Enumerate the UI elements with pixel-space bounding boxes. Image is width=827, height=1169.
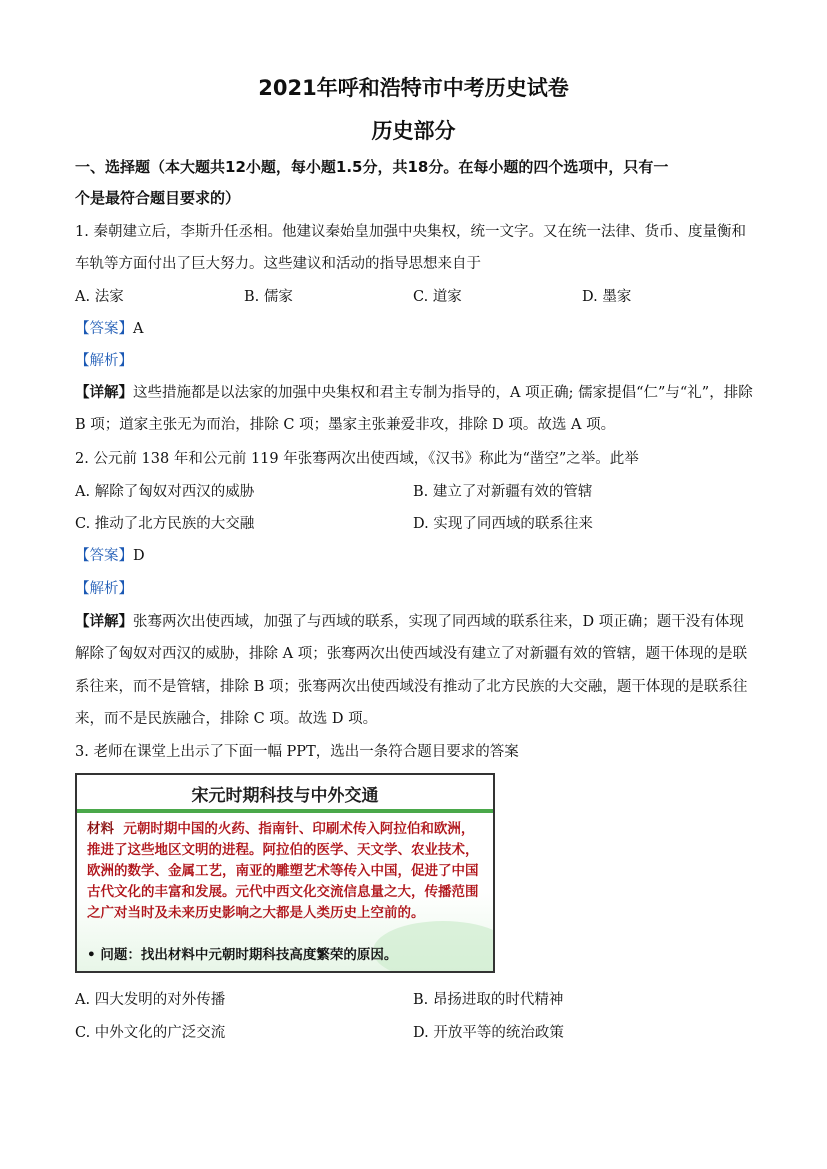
q2-option-a: A. 解除了匈奴对西汉的威胁 <box>75 484 255 500</box>
q2-stem: 2. 公元前 138 年和公元前 119 年张骞两次出使西域，《汉书》称此为“凿空”之举。此举 <box>75 451 639 467</box>
slide-question: • 问题：找出材料中元朝时期科技高度繁荣的原因。 <box>87 947 398 963</box>
q2-answer <box>75 546 765 566</box>
q1-option-d: D. 墨家 <box>582 289 632 305</box>
q2-analysis-tag: 【解析】 <box>75 581 133 597</box>
q1-answer <box>75 319 765 339</box>
slide-title: 宋元时期科技与中外交通 <box>191 786 379 806</box>
q3-stem: 3. 老师在课堂上出示了下面一幅 PPT，选出一条符合题目要求的答案 <box>75 744 519 760</box>
detail-text: 这些措施都是以法家的加强中央集权和君主专制为指导的，A 项正确; 儒家提倡“仁”与“礼”，排除 <box>133 385 753 401</box>
q3-option-a: A. 四大发明的对外传播 <box>75 992 226 1008</box>
q2-option-b: B. 建立了对新疆有效的管辖 <box>413 484 593 500</box>
q3-option-c: C. 中外文化的广泛交流 <box>75 1025 226 1041</box>
answer-tag: 【答案】 <box>75 321 133 337</box>
page-subtitle: 历史部分 <box>371 119 456 143</box>
q1-detail-cont: B 项；道家主张无为而治，排除 C 项；墨家主张兼爱非攻，排除 D 项。故选 A 项。 <box>75 417 616 433</box>
q1-option-a: A. 法家 <box>75 289 124 305</box>
q2-detail <box>75 612 765 632</box>
slide-material <box>87 819 487 924</box>
section-heading: 一、选择题（本大题共12小题，每小题1.5分，共18分。在每小题的四个选项中，只有一 <box>75 158 669 176</box>
material-text: 元朝时期中国的火药、指南针、印刷术传入阿拉伯和欧洲，推进了这些地区文明的进程。阿拉伯的医学、天文学、农业技术，欧洲的数学、金属工艺，南亚的雕塑艺术等传入中国，促进了中国古代文化的丰富和发展。元代中西文化交流信息量之大，传播范围之广对当时及未来历史影响之大都是人类历史上空前的。 <box>87 821 479 921</box>
q1-stem: 1. 秦朝建立后，李斯升任丞相。他建议秦始皇加强中央集权，统一文字。又在统一法律、货币、度量衡和 <box>75 224 746 240</box>
detail-text: 张骞两次出使西域，加强了与西域的联系，实现了同西域的联系往来，D 项正确；题干没有体现 <box>133 614 744 630</box>
q1-option-b: B. 儒家 <box>244 289 293 305</box>
ppt-slide-image <box>75 773 495 973</box>
slide-divider <box>77 809 493 813</box>
q2-option-c: C. 推动了北方民族的大交融 <box>75 516 255 532</box>
answer-value: A <box>133 321 144 337</box>
q1-analysis-tag: 【解析】 <box>75 353 133 369</box>
detail-tag: 【详解】 <box>75 614 133 630</box>
detail-tag: 【详解】 <box>75 385 133 401</box>
q1-option-c: C. 道家 <box>413 289 462 305</box>
q2-option-d: D. 实现了同西域的联系往来 <box>413 516 593 532</box>
material-label: 材料 <box>87 821 114 837</box>
section-heading-cont: 个是最符合题目要求的） <box>75 189 241 207</box>
answer-value: D <box>133 548 145 564</box>
q2-detail-cont-1: 解除了匈奴对西汉的威胁，排除 A 项；张骞两次出使西域没有建立了对新疆有效的管辖，题干体现的是联 <box>75 646 748 662</box>
q2-detail-cont-2: 系往来，而不是管辖，排除 B 项；张骞两次出使西域没有推动了北方民族的大交融，题干体现的是联系往 <box>75 679 748 695</box>
q1-detail <box>75 383 765 403</box>
q1-stem-cont: 车轨等方面付出了巨大努力。这些建议和活动的指导思想来自于 <box>75 256 481 272</box>
q3-option-d: D. 开放平等的统治政策 <box>413 1025 564 1041</box>
q2-detail-cont-3: 来，而不是民族融合，排除 C 项。故选 D 项。 <box>75 711 378 727</box>
page-title: 2021年呼和浩特市中考历史试卷 <box>258 76 569 100</box>
q3-option-b: B. 昂扬进取的时代精神 <box>413 992 564 1008</box>
answer-tag: 【答案】 <box>75 548 133 564</box>
